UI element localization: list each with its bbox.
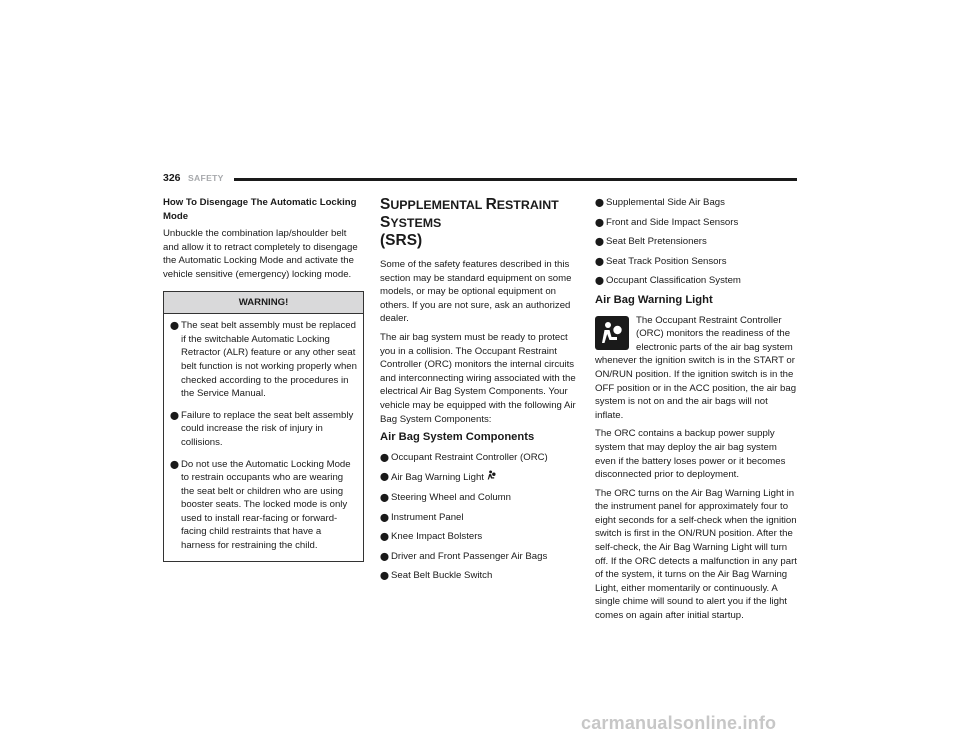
list-item-text: Front and Side Impact Sensors (606, 216, 739, 228)
list-item-text: Seat Belt Buckle Switch (391, 570, 493, 582)
warning-item-text: Failure to replace the seat belt assembly could increase the risk of injury in collisions. (181, 409, 354, 448)
heading-srs-abbrev: (SRS) (380, 232, 423, 249)
list-item (595, 196, 797, 210)
list-item (595, 274, 797, 288)
paragraph-orc-monitors: The Occupant Restraint Controller (ORC) monitors the readiness of the electronic parts of the air bag system whenever the ignition switch is in the START or ON/RUN position. If the ignition switch is in the OFF position or in the ACC position, the air bag system is not on and the air bags will not inflate. (595, 314, 797, 421)
list-item-text: Steering Wheel and Column (391, 491, 511, 503)
bullet: ⬤ (380, 452, 389, 462)
list-item (380, 470, 579, 485)
bullet: ⬤ (595, 276, 604, 286)
watermark: carmanualsonline.info (581, 713, 777, 733)
bullet: ⬤ (595, 198, 604, 207)
paragraph-intro: Some of the safety features described in this section may be standard equipment on some models, or may be optional equipment on others. If you are not sure, ask an authorized dealer. (380, 259, 572, 325)
warning-box (163, 291, 364, 562)
list-item (595, 216, 797, 230)
components-list (380, 451, 579, 583)
bullet: ⬤ (380, 492, 389, 502)
list-item-text: Seat Belt Pretensioners (606, 236, 707, 248)
bullet: ⬤ (380, 532, 389, 542)
warning-light-block (595, 314, 797, 423)
list-item (380, 550, 579, 564)
page-number: 326 (163, 172, 181, 184)
paragraph-backup-power: The ORC contains a backup power supply system that may deploy the air bag system even if the battery loses power or it becomes disconnected prior to deployment. (595, 428, 786, 481)
warning-item (170, 319, 357, 401)
heading-small: YSTEMS (390, 216, 442, 230)
bullet: ⬤ (170, 410, 179, 420)
bullet: ⬤ (170, 321, 179, 331)
list-item-text: Seat Track Position Sensors (606, 255, 727, 267)
list-item (595, 255, 797, 269)
bullet: ⬤ (595, 217, 604, 227)
list-item-text: Air Bag Warning Light (391, 472, 484, 484)
heading-cap: S (380, 214, 391, 231)
list-item (380, 569, 579, 583)
heading-cap: R (485, 196, 497, 213)
components-list-continued (595, 196, 797, 288)
warning-item-text: The seat belt assembly must be replaced if the switchable Automatic Locking Retractor (ALR) feature or any other seat belt function is not working properly when checked according to the procedures in the Service Manual. (181, 320, 357, 400)
components-heading: Air Bag System Components (380, 431, 535, 444)
list-item-text: Occupant Restraint Controller (ORC) (391, 451, 548, 463)
warning-item-text: Do not use the Automatic Locking Mode to restrain occupants who are wearing the seat belt or children who are using booster seats. The locked mode is only used to install rear-facing or forward-facing child restraints that have a harness for restraining the child. (181, 458, 351, 552)
bullet: ⬤ (595, 256, 604, 266)
bullet: ⬤ (170, 459, 179, 469)
heading-small: ESTRAINT (496, 198, 559, 212)
list-item-text: Instrument Panel (391, 511, 464, 523)
list-item (380, 530, 579, 544)
paragraph-disengage: Unbuckle the combination lap/shoulder belt and allow it to retract completely to disengage the Automatic Locking Mode and activate the vehicle sensitive (emergency) locking mode. (163, 228, 358, 280)
list-item-text: Driver and Front Passenger Air Bags (391, 550, 548, 562)
list-item (380, 511, 579, 525)
bullet: ⬤ (380, 512, 389, 522)
bullet: ⬤ (380, 551, 389, 561)
warning-item (170, 409, 357, 450)
column-2 (380, 196, 579, 589)
list-item-text: Supplemental Side Air Bags (606, 197, 725, 208)
bullet: ⬤ (595, 237, 604, 247)
list-item-text: Knee Impact Bolsters (391, 531, 483, 543)
airbag-warning-icon (487, 470, 496, 481)
header-rule (234, 178, 797, 181)
heading-cap: S (380, 196, 391, 213)
airbag-warning-icon (595, 316, 629, 350)
heading-small: UPPLEMENTAL (390, 198, 486, 212)
paragraph-airbag-ready: The air bag system must be ready to protect you in a collision. The Occupant Restraint Controller (ORC) monitors the internal circuits and interconnecting wiring associated with the electrical Air Bag System Components. Your vehicle may be equipped with the following Air Bag System Components: (380, 331, 576, 425)
bullet: ⬤ (380, 571, 389, 581)
warning-list (170, 319, 357, 553)
bullet: ⬤ (380, 472, 389, 482)
subheading-disengage: How To Disengage The Automatic Locking Mode (163, 197, 357, 222)
list-item (380, 491, 579, 505)
list-item-text: Occupant Classification System (606, 275, 741, 287)
column-3 (595, 196, 797, 628)
list-item (380, 451, 579, 465)
page-header (163, 172, 797, 186)
warning-light-heading: Air Bag Warning Light (595, 293, 713, 306)
airbag-warning-icon (599, 320, 625, 346)
section-title: SAFETY (188, 173, 224, 183)
column-1 (163, 196, 364, 562)
list-item (595, 235, 797, 249)
section-heading-srs (380, 196, 579, 250)
paragraph-self-check: The ORC turns on the Air Bag Warning Light in the instrument panel for approximately four to eight seconds for a self-check when the ignition switch is first in the ON/RUN position. After the self-check, the Air Bag Warning Light will turn off. If the ORC detects a malfunction in any part of the system, it turns on the Air Bag Warning Light, either momentarily or continuously. A single chime will sound to alert you if the light comes on again after initial startup. (595, 487, 797, 622)
warning-title: WARNING! (164, 292, 363, 315)
warning-item (170, 458, 357, 553)
